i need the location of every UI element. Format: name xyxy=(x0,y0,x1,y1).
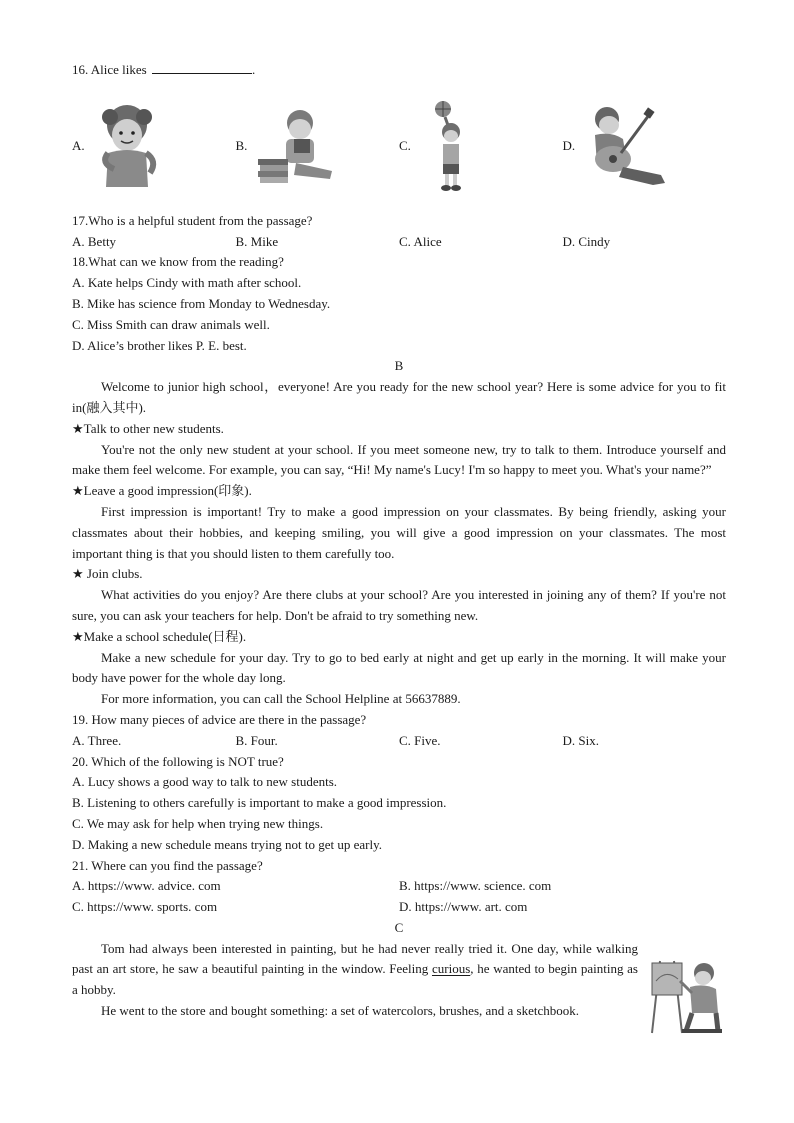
option-d: D. Cindy xyxy=(562,233,611,249)
option-c: C. xyxy=(399,100,563,192)
advice-title: ★Talk to other new students. xyxy=(72,420,224,436)
exam-page xyxy=(72,60,726,1022)
boy-painting-at-easel-icon xyxy=(646,951,726,1035)
section-b-intro: Welcome to junior high school，everyone! Are you ready for the new school year? Here is some advice for you to fit in(融入其中). xyxy=(72,379,726,415)
advice-body: What activities do you enjoy? Are there clubs at your school? Are you interested in joining any of them? If you're not sure, you can ask your teachers for help. Don't be afraid to try something new. xyxy=(72,587,726,623)
option-c: C. https://www. sports. com xyxy=(72,899,218,915)
question-19: 19. How many pieces of advice are there in the passage? xyxy=(72,711,367,727)
section-c-text xyxy=(72,939,638,1022)
question-21-options-row2 xyxy=(72,897,726,918)
section-c-paragraph-1: Tom had always been interested in painting, but he had never really tried it. One day, while walking past an art store, he saw a beautiful painting in the window. Feeling curious, he wanted to begin painting as a hobby. xyxy=(72,940,638,998)
advice-body: First impression is important! Try to make a good impression on your classmates. By being friendly, asking your classmates about their hobbies, and keeping smiling, you will give a good impression on your classmates. The most important thing is that you should listen to them carefully too. xyxy=(72,503,726,561)
question-20: 20. Which of the following is NOT true? xyxy=(72,753,284,769)
underlined-word: curious xyxy=(431,961,471,977)
option-a: A. Betty xyxy=(72,233,117,249)
answer-blank xyxy=(152,61,252,74)
option-d: D. Six. xyxy=(562,732,599,748)
section-b-heading: B xyxy=(394,358,404,374)
section-b-closing: For more information, you can call the School Helpline at 56637889. xyxy=(101,691,461,707)
girl-with-ribbons-icon xyxy=(92,103,162,189)
option-d: D. Alice’s brother likes P. E. best. xyxy=(72,337,247,353)
boy-reading-books-icon xyxy=(256,107,338,185)
section-c-paragraph-2: He went to the store and bought something: a set of watercolors, brushes, and a sketchbook. xyxy=(101,1003,579,1019)
option-a: A. https://www. advice. com xyxy=(72,878,221,894)
option-a: A. Lucy shows a good way to talk to new students. xyxy=(72,774,338,790)
question-16: 16. Alice likes . xyxy=(72,62,256,77)
option-c: C. Alice xyxy=(399,233,442,249)
option-c: C. Miss Smith can draw animals well. xyxy=(72,316,270,332)
option-b: B. Four. xyxy=(235,732,278,748)
boy-spinning-basketball-icon xyxy=(419,100,479,192)
section-c-heading: C xyxy=(394,919,404,935)
question-18: 18.What can we know from the reading? xyxy=(72,254,284,270)
option-b: B. Listening to others carefully is important to make a good impression. xyxy=(72,795,447,811)
advice-body: Make a new schedule for your day. Try to go to bed early at night and get up early in the morning. It will make your body have power for the whole day long. xyxy=(72,649,726,686)
question-21: 21. Where can you find the passage? xyxy=(72,857,263,873)
question-16-options xyxy=(72,81,726,211)
option-b: B. Mike xyxy=(235,233,279,249)
option-a: A. xyxy=(72,103,236,189)
option-b: B. Mike has science from Monday to Wednesday. xyxy=(72,295,331,311)
option-d: D. Making a new schedule means trying not to get up early. xyxy=(72,836,382,852)
option-c: C. We may ask for help when trying new things. xyxy=(72,815,324,831)
option-a: A. Kate helps Cindy with math after school. xyxy=(72,275,302,291)
question-19-options xyxy=(72,731,726,752)
option-d: D. https://www. art. com xyxy=(399,899,528,915)
question-21-options-row1 xyxy=(72,876,726,897)
option-b: B. xyxy=(236,107,400,185)
boy-playing-guitar-icon xyxy=(583,105,673,187)
section-c xyxy=(72,939,726,1022)
question-16-stem: 16. Alice likes xyxy=(72,62,147,77)
question-17-options xyxy=(72,232,726,253)
option-a: A. Three. xyxy=(72,732,122,748)
advice-title: ★Leave a good impression(印象). xyxy=(72,483,252,499)
question-17: 17.Who is a helpful student from the passage? xyxy=(72,212,313,228)
option-b: B. https://www. science. com xyxy=(399,878,552,894)
advice-body: You're not the only new student at your school. If you meet someone new, try to talk to them. Introduce yourself and make them feel welcome. For example, you can say, “Hi! My name's Lucy! I'm so happy to meet you. What's your name?” xyxy=(72,441,726,478)
advice-title: ★ Join clubs. xyxy=(72,566,143,582)
advice-title: ★Make a school schedule(日程). xyxy=(72,628,247,644)
option-c: C. Five. xyxy=(399,732,441,748)
option-d: D. xyxy=(563,105,727,187)
